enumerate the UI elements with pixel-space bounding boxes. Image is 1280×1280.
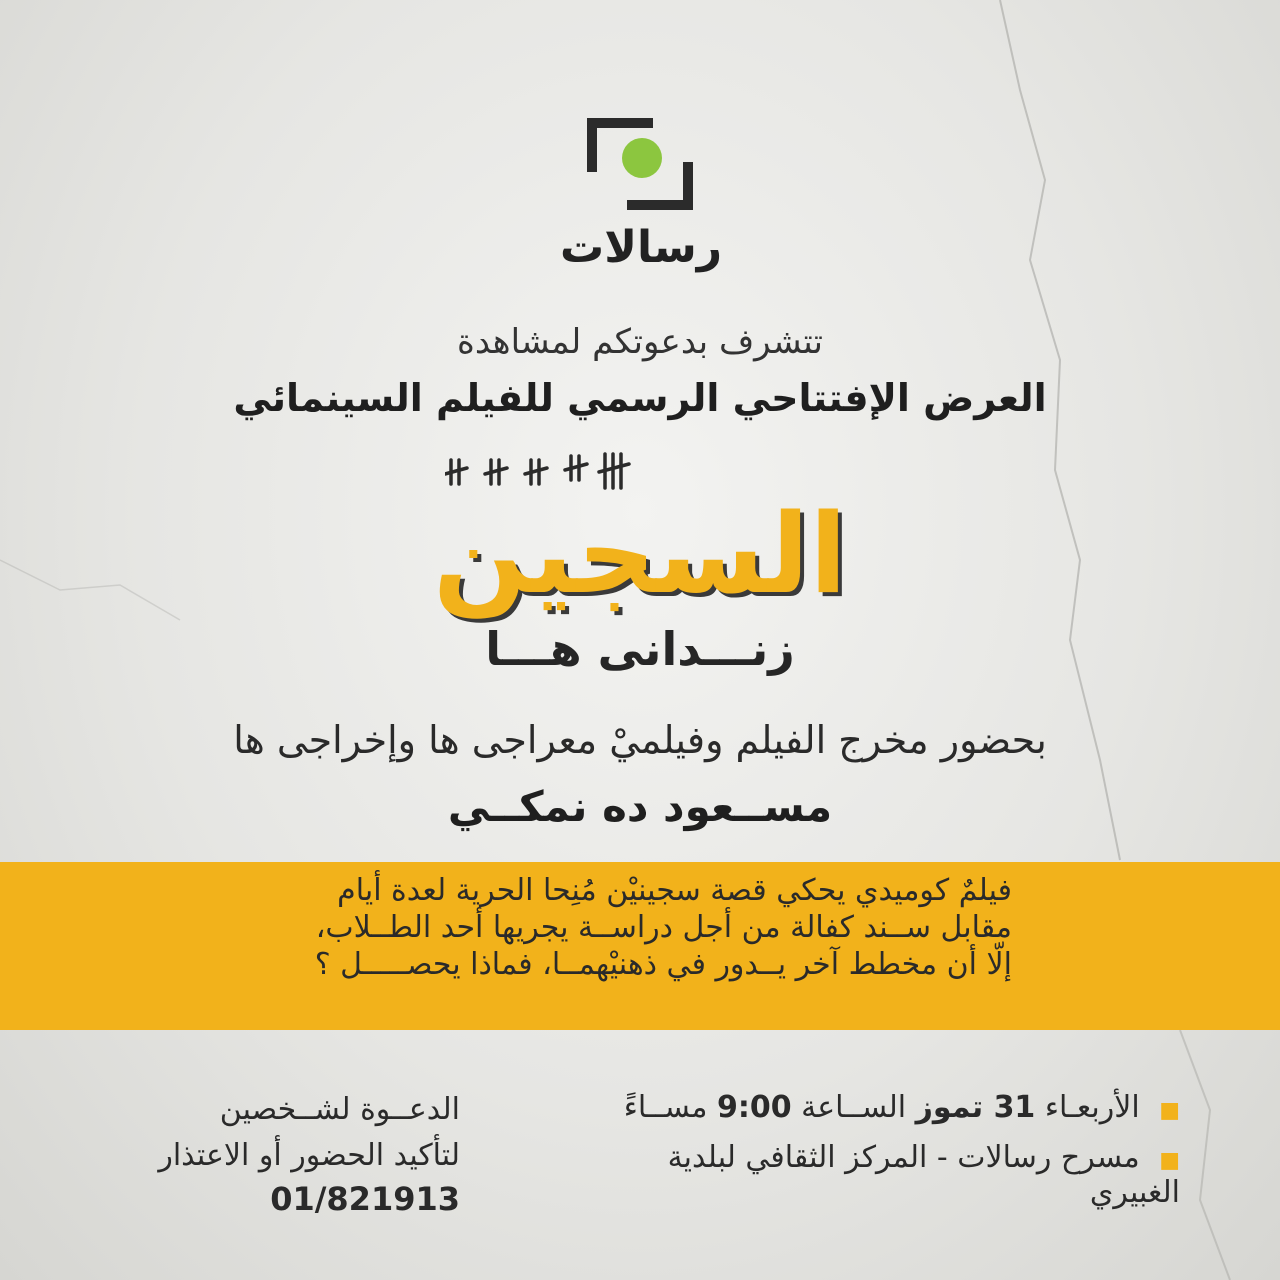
date-time-line xyxy=(580,1090,1180,1125)
venue-line xyxy=(580,1140,1180,1210)
time-value: 9:00 xyxy=(716,1090,792,1125)
rsvp-note: لتأكيد الحضور أو الاعتذار xyxy=(158,1138,460,1173)
invitation-note: الدعــوة لشــخصين xyxy=(219,1092,460,1127)
synopsis-line: مقابل ســند كفالة من أجل دراســة يجريها أحد الطــلاب، xyxy=(315,910,1012,945)
presence-text: بحضور مخرج الفيلم وفيلميْ معراجى ها وإخراجى ها xyxy=(233,718,1047,762)
synopsis-line: فيلمٌ كوميدي يحكي قصة سجينيْن مُنِحا الحرية لعدة أيام xyxy=(337,873,1012,908)
date-prefix: الأربعـاء xyxy=(1044,1090,1140,1125)
venue-text: مسرح رسالات - المركز الثقافي لبلدية الغبيري xyxy=(667,1140,1180,1210)
time-label: الســاعة xyxy=(801,1090,907,1125)
logo-wordmark: رسالات xyxy=(560,222,723,273)
film-subtitle: زنـــدانى هـــا xyxy=(485,622,795,676)
bullet-icon: ■ xyxy=(1159,1098,1180,1123)
intro-text: تتشرف بدعوتكم لمشاهدة xyxy=(457,322,823,362)
date-value: 31 تموز xyxy=(915,1090,1036,1125)
headline: العرض الإفتتاحي الرسمي للفيلم السينمائي xyxy=(233,376,1047,420)
film-title: السجين xyxy=(432,490,848,618)
bullet-icon: ■ xyxy=(1159,1148,1180,1173)
phone-number: 01/821913 xyxy=(270,1180,460,1218)
director-name: مســعود ده نمكــي xyxy=(447,782,833,831)
synopsis-line: إلّا أن مخطط آخر يــدور في ذهنيْهمــا، فماذا يحصـــــل ؟ xyxy=(314,947,1012,982)
time-suffix: مســاءً xyxy=(623,1090,708,1125)
synopsis xyxy=(252,872,1012,983)
